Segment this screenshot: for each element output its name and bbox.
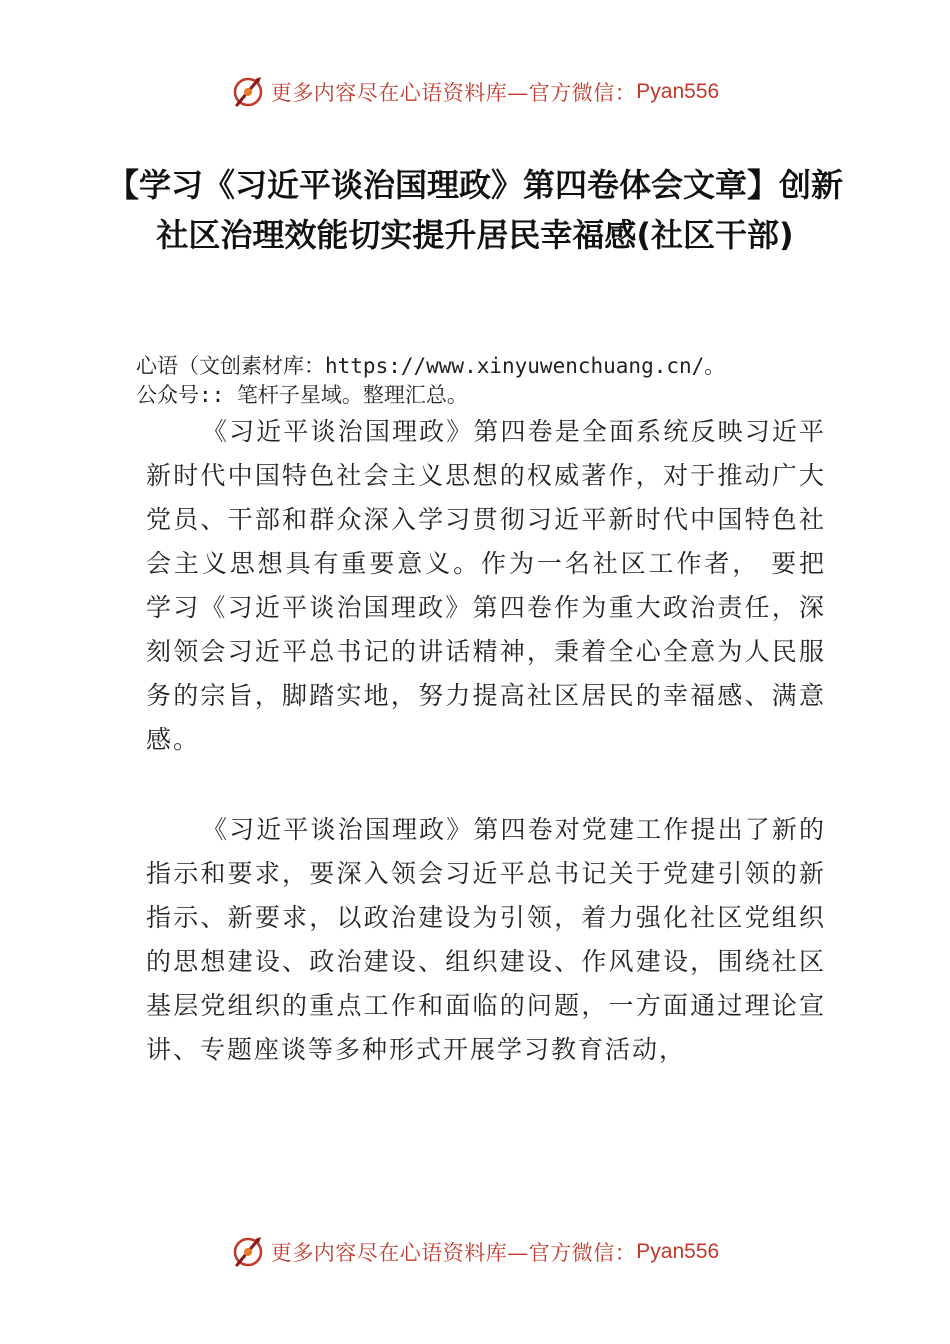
header-banner (0, 72, 950, 112)
page-title: 【学习《习近平谈治国理政》第四卷体会文章】创新社区治理效能切实提升居民幸福感(社区干部) (106, 166, 843, 254)
footer-banner (0, 1232, 950, 1272)
header-wechat-id: Pyan556 (636, 80, 720, 103)
source-note (136, 352, 836, 410)
pen-logo-icon (231, 1235, 265, 1269)
header-banner-text: 更多内容尽在心语资料库—官方微信： (270, 81, 637, 105)
footer-wechat-id: Pyan556 (636, 1240, 720, 1263)
paragraph-1: 《习近平谈治国理政》第四卷是全面系统反映习近平新时代中国特色社会主义思想的权威著作，对于推动广大党员、干部和群众深入学习贯彻习近平新时代中国特色社会主义思想具有重要意义。作为一名社区工作者， 要把学习《习近平谈治国理政》第四卷作为重大政治责任，深刻领会习近平总书记的讲话精神，秉着全心全意为人民服务的宗旨，脚踏实地，努力提高社区居民的幸福感、满意感。 (146, 417, 826, 754)
source-line-1: 心语（文创素材库：https://www.xinyuwenchuang.cn/。 (136, 354, 726, 378)
paragraph-2: 《习近平谈治国理政》第四卷对党建工作提出了新的指示和要求，要深入领会习近平总书记关于党建引领的新指示、新要求，以政治建设为引领，着力强化社区党组织的思想建设、政治建设、组织建设、作风建设，围绕社区基层党组织的重点工作和面临的问题，一方面通过理论宣讲、专题座谈等多种形式开展学习教育活动， (146, 815, 826, 1064)
source-line-2: 公众号:: 笔杆子星域。整理汇总。 (136, 383, 468, 407)
footer-banner-text: 更多内容尽在心语资料库—官方微信： (270, 1241, 637, 1265)
pen-logo-icon (231, 75, 265, 109)
